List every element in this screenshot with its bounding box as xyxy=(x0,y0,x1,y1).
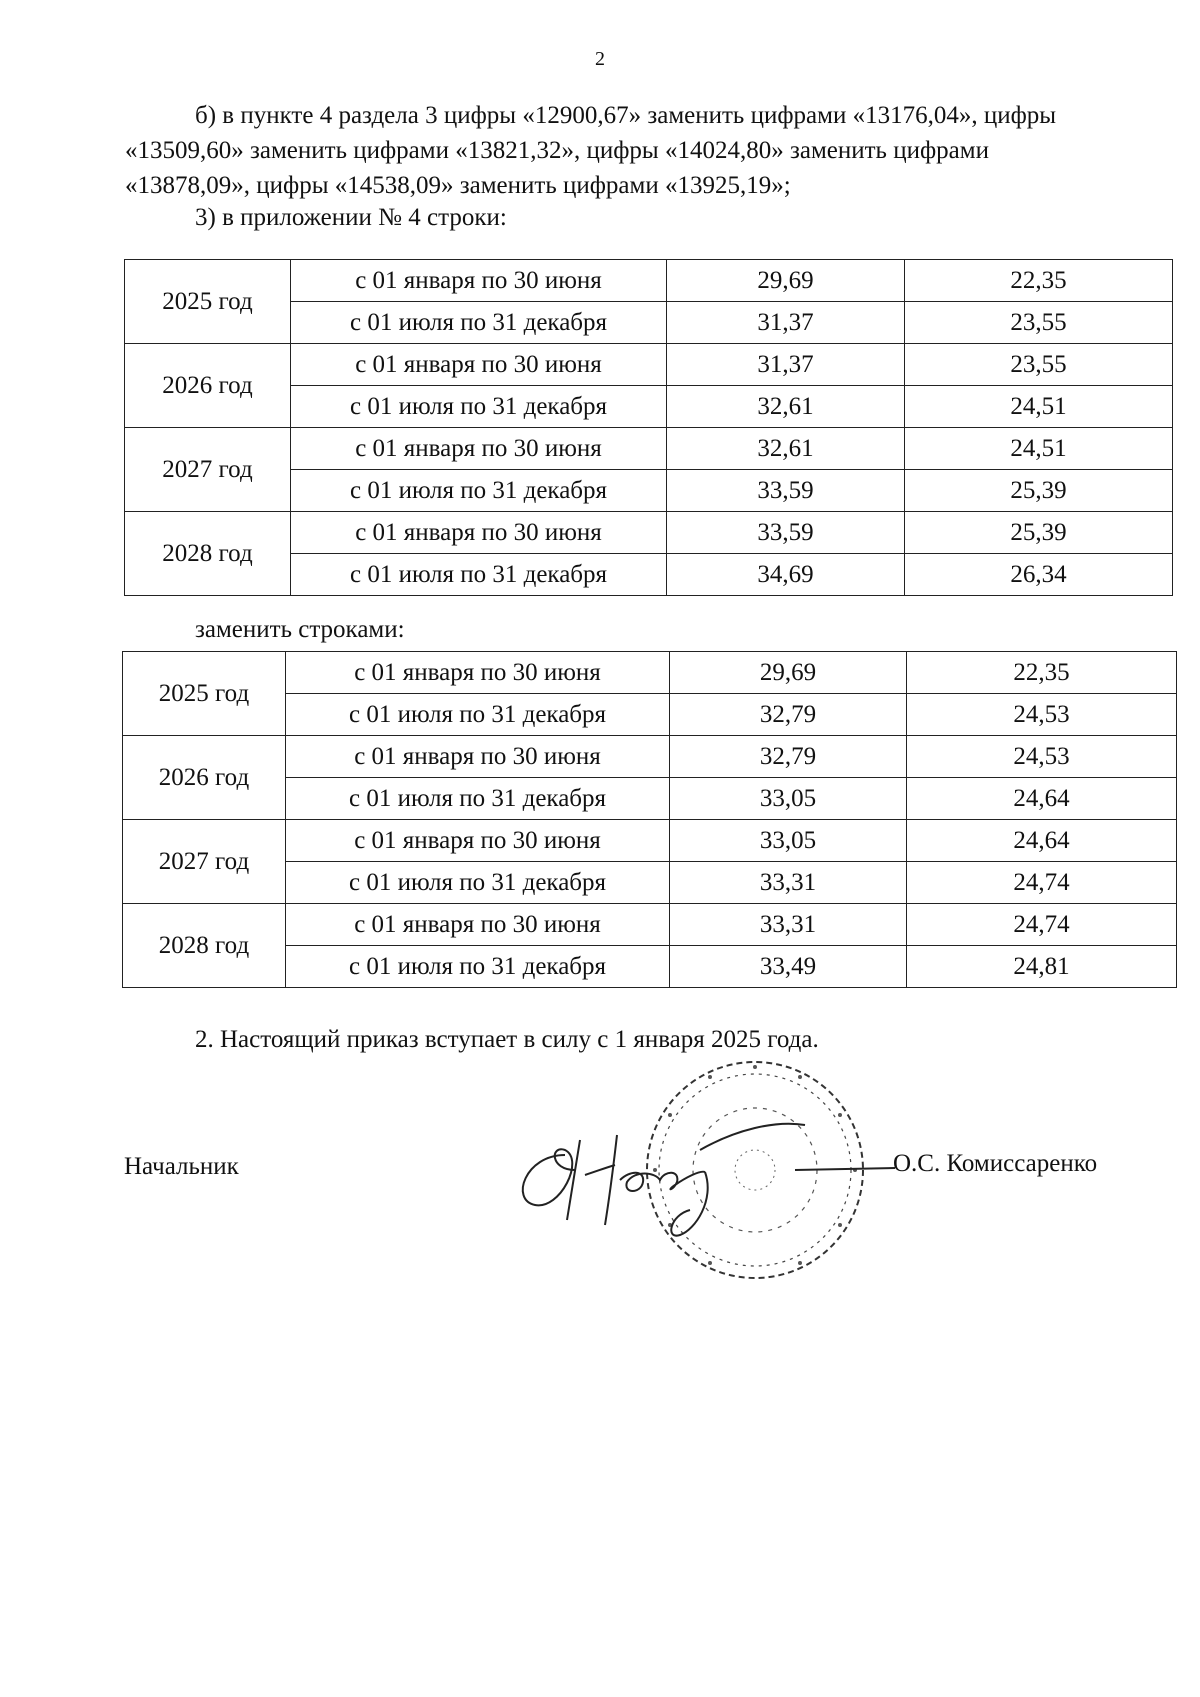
value1-cell: 31,37 xyxy=(667,302,905,344)
value2-cell: 23,55 xyxy=(905,302,1173,344)
year-cell: 2028 год xyxy=(123,904,286,988)
period-cell: с 01 июля по 31 декабря xyxy=(291,554,667,596)
period-cell: с 01 июля по 31 декабря xyxy=(286,946,670,988)
year-cell: 2028 год xyxy=(125,512,291,596)
year-cell: 2025 год xyxy=(125,260,291,344)
value2-cell: 22,35 xyxy=(905,260,1173,302)
period-cell: с 01 июля по 31 декабря xyxy=(291,386,667,428)
value1-cell: 32,61 xyxy=(667,428,905,470)
replace-label: заменить строками: xyxy=(195,616,405,643)
value1-cell: 32,79 xyxy=(670,694,907,736)
year-cell: 2027 год xyxy=(125,428,291,512)
value2-cell: 23,55 xyxy=(905,344,1173,386)
paragraph-2: 2. Настоящий приказ вступает в силу с 1 января 2025 года. xyxy=(195,1026,819,1053)
year-cell: 2027 год xyxy=(123,820,286,904)
table-row xyxy=(125,344,1173,386)
value1-cell: 33,31 xyxy=(670,904,907,946)
table-row xyxy=(123,736,1177,778)
value1-cell: 33,59 xyxy=(667,470,905,512)
value2-cell: 24,74 xyxy=(907,904,1177,946)
old-rates-table xyxy=(124,259,1173,596)
table-row xyxy=(125,260,1173,302)
period-cell: с 01 января по 30 июня xyxy=(286,652,670,694)
value2-cell: 24,51 xyxy=(905,428,1173,470)
period-cell: с 01 января по 30 июня xyxy=(291,428,667,470)
signatory-name: О.С. Комиссаренко xyxy=(893,1150,1098,1177)
signatory-title: Начальник xyxy=(124,1153,239,1180)
value2-cell: 22,35 xyxy=(907,652,1177,694)
value2-cell: 24,64 xyxy=(907,778,1177,820)
period-cell: с 01 июля по 31 декабря xyxy=(291,302,667,344)
table-row xyxy=(123,820,1177,862)
value1-cell: 33,31 xyxy=(670,862,907,904)
table-row xyxy=(123,904,1177,946)
period-cell: с 01 января по 30 июня xyxy=(286,736,670,778)
value1-cell: 34,69 xyxy=(667,554,905,596)
value2-cell: 24,74 xyxy=(907,862,1177,904)
period-cell: с 01 июля по 31 декабря xyxy=(286,694,670,736)
period-cell: с 01 января по 30 июня xyxy=(286,820,670,862)
value1-cell: 29,69 xyxy=(667,260,905,302)
value1-cell: 33,05 xyxy=(670,820,907,862)
year-cell: 2026 год xyxy=(123,736,286,820)
value1-cell: 33,05 xyxy=(670,778,907,820)
paragraph-b-text: б) в пункте 4 раздела 3 цифры «12900,67» заменить цифрами «13176,04», цифры «13509,60» заменить цифрами «13821,32», цифры «14024,80» заменить цифрами «13878,09», цифры «14538,09» заменить цифрами «13925,19»; xyxy=(125,102,1057,199)
period-cell: с 01 июля по 31 декабря xyxy=(286,778,670,820)
table-row xyxy=(125,428,1173,470)
value2-cell: 24,64 xyxy=(907,820,1177,862)
table-row xyxy=(125,512,1173,554)
period-cell: с 01 января по 30 июня xyxy=(291,512,667,554)
value2-cell: 26,34 xyxy=(905,554,1173,596)
year-cell: 2026 год xyxy=(125,344,291,428)
value2-cell: 25,39 xyxy=(905,512,1173,554)
value1-cell: 29,69 xyxy=(670,652,907,694)
period-cell: с 01 января по 30 июня xyxy=(286,904,670,946)
period-cell: с 01 января по 30 июня xyxy=(291,260,667,302)
value1-cell: 32,61 xyxy=(667,386,905,428)
value1-cell: 31,37 xyxy=(667,344,905,386)
page-number: 2 xyxy=(595,48,605,70)
value1-cell: 33,59 xyxy=(667,512,905,554)
value2-cell: 24,51 xyxy=(905,386,1173,428)
period-cell: с 01 января по 30 июня xyxy=(291,344,667,386)
period-cell: с 01 июля по 31 декабря xyxy=(291,470,667,512)
value2-cell: 24,53 xyxy=(907,694,1177,736)
paragraph-3: 3) в приложении № 4 строки: xyxy=(195,204,507,231)
value2-cell: 25,39 xyxy=(905,470,1173,512)
value2-cell: 24,53 xyxy=(907,736,1177,778)
value1-cell: 32,79 xyxy=(670,736,907,778)
paragraph-b xyxy=(125,98,1085,203)
period-cell: с 01 июля по 31 декабря xyxy=(286,862,670,904)
handwritten-signature xyxy=(505,1110,895,1250)
value2-cell: 24,81 xyxy=(907,946,1177,988)
table-row xyxy=(123,652,1177,694)
year-cell: 2025 год xyxy=(123,652,286,736)
value1-cell: 33,49 xyxy=(670,946,907,988)
new-rates-table xyxy=(122,651,1177,988)
